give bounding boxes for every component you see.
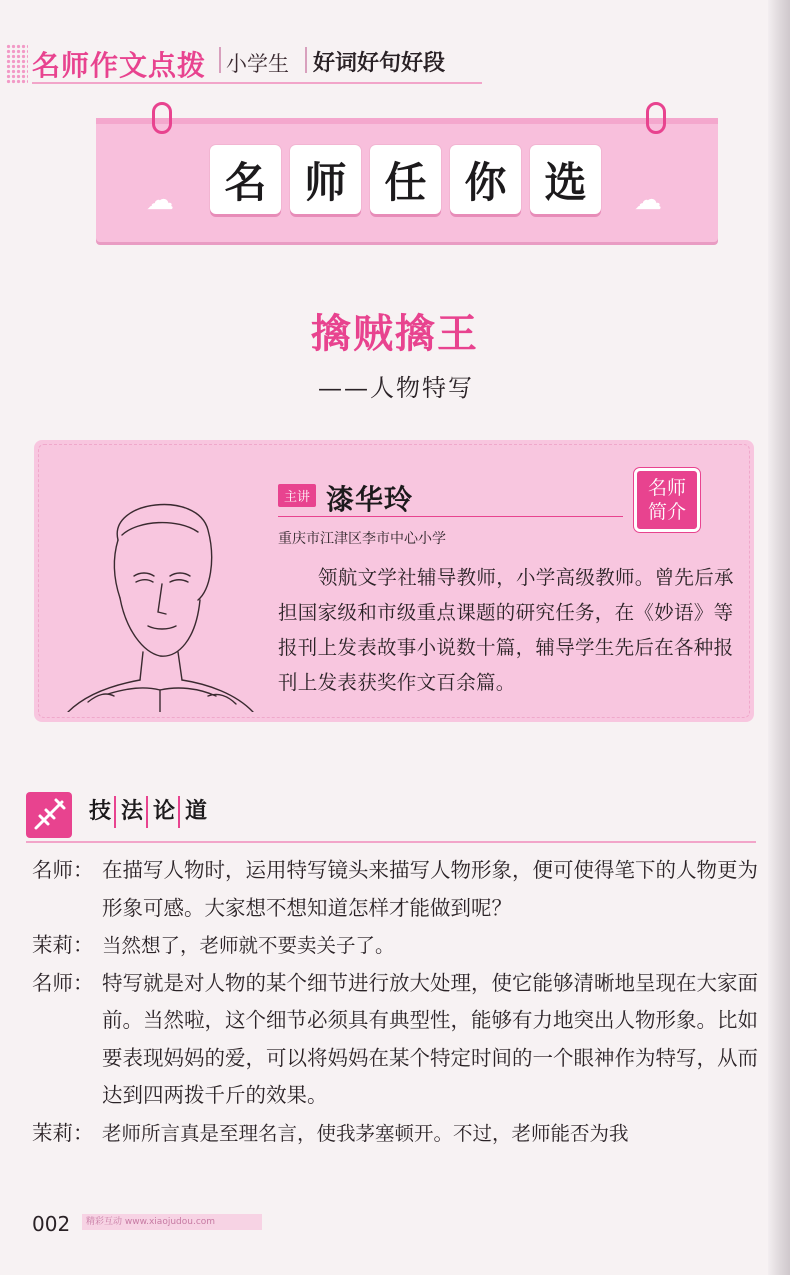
header-subtitle-grade: 小学生: [226, 52, 289, 76]
brush-icon: [26, 792, 72, 838]
banner-tile: 选: [530, 145, 601, 214]
header-divider: [219, 47, 221, 73]
dialog-speaker: 名师：: [32, 858, 94, 882]
section-title-char: 论: [150, 796, 180, 828]
series-title: 名师作文点拨: [32, 49, 207, 82]
banner-tile: 名: [210, 145, 281, 214]
teacher-portrait-sketch: [48, 480, 258, 712]
dialog-text: 当然想了，老师就不要卖关子了。: [102, 934, 395, 957]
dialog-turn: [32, 927, 772, 965]
teacher-bio: 领航文学社辅导教师，小学高级教师。曾先后承担国家级和市级重点课题的研究任务，在《妙语》等报刊上发表故事小说数十篇，辅导学生先后在各种报刊上发表获奖作文百余篇。: [278, 566, 734, 694]
teacher-school: 重庆市江津区李市中心小学: [278, 531, 446, 547]
section-title-char: 道: [185, 799, 208, 824]
dialog-text: 老师所言真是至理名言，使我茅塞顿开。不过，老师能否为我: [102, 1121, 629, 1145]
section-title-char: 法: [118, 796, 148, 828]
dialog-list: [32, 852, 772, 1152]
section-banner: [96, 118, 718, 242]
teacher-profile-card: [34, 440, 754, 722]
header-subtitle-topic: 好词好句好段: [313, 51, 446, 76]
presenter-tag: 主讲: [278, 484, 316, 507]
banner-tile: 任: [370, 145, 441, 214]
section-underline: [26, 841, 756, 843]
section-title-char: 技: [86, 796, 116, 828]
name-underline: [278, 516, 623, 517]
binder-ring-icon: [152, 102, 172, 134]
dialog-text: 特写就是对人物的某个细节进行放大处理，使它能够清晰地呈现在大家面前。当然啦，这个细节必须具有典型性，能够有力地突出人物形象。比如要表现妈妈的爱，可以将妈妈在某个特定时间的一个眼神作为特写，从而达到四两拨千斤的效果。: [102, 970, 758, 1107]
binder-ring-icon: [646, 102, 666, 134]
cloud-icon: ☁: [634, 183, 662, 216]
cloud-icon: ☁: [146, 183, 174, 216]
dialog-text: 在描写人物时，运用特写镜头来描写人物形象，便可使得笔下的人物更为形象可感。大家想不想知道怎样才能做到呢？: [102, 858, 758, 920]
badge-line: 名师: [647, 477, 686, 499]
page-number: 002: [32, 1212, 71, 1236]
badge-line: 简介: [647, 501, 686, 523]
lesson-title: 擒贼擒王: [311, 311, 479, 357]
dialog-speaker: 茉莉：: [32, 933, 94, 957]
profile-badge: [634, 468, 700, 532]
lesson-subtitle: ——人物特写: [318, 374, 474, 402]
dialog-turn: [32, 852, 772, 927]
banner-tiles: [210, 145, 601, 214]
banner-tile: 你: [450, 145, 521, 214]
header-dots-decoration: [6, 44, 28, 84]
footer-site: 精彩互动 www.xiaojudou.com: [82, 1214, 262, 1230]
banner-tile: 师: [290, 145, 361, 214]
teacher-name: 漆华玲: [326, 483, 414, 516]
header-underline: [32, 82, 482, 84]
brush-icon-glyph: [26, 792, 72, 838]
dialog-turn: [32, 965, 772, 1115]
section-title: [86, 796, 210, 828]
dialog-speaker: 茉莉：: [32, 1120, 94, 1145]
dialog-speaker: 名师：: [32, 970, 94, 995]
dialog-turn: [32, 1115, 772, 1153]
header-divider: [305, 47, 307, 73]
